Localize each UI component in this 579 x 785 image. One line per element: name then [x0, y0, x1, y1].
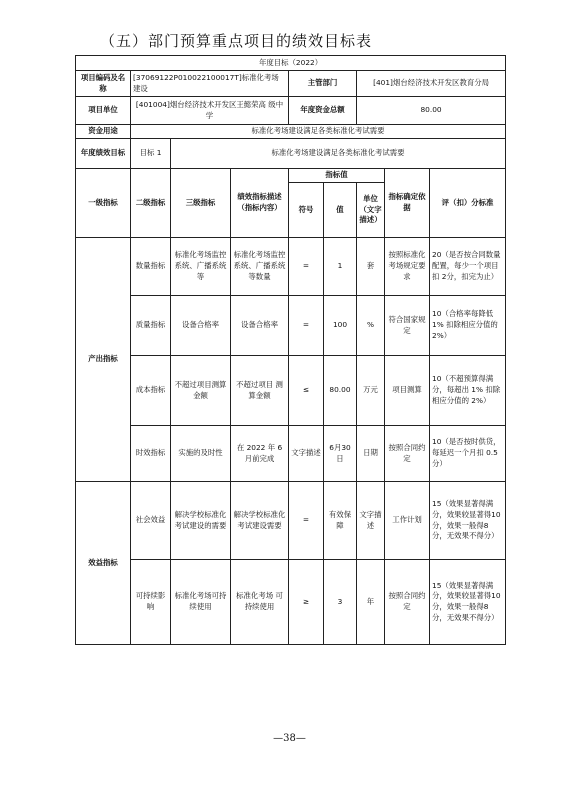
total-funds-value: 80.00	[357, 97, 506, 125]
target1-value: 标准化考场建设满足各类标准化考试需要	[171, 139, 506, 169]
value-cell: 3	[324, 560, 357, 645]
level3-cell: 实施的及时性	[171, 426, 231, 482]
desc-cell: 不超过项目 测算金额	[231, 356, 289, 426]
value-header: 值	[324, 183, 357, 238]
table-row	[76, 296, 506, 356]
performance-target-table	[75, 55, 506, 645]
level3-cell: 不超过项目测算金额	[171, 356, 231, 426]
criteria-cell: 10（不超预算得满分，每超出 1% 扣除相应分值的 2%）	[430, 356, 506, 426]
basis-header: 指标确定依据	[385, 169, 430, 238]
criteria-cell: 10（是否按时供货，每延迟一个月扣 0.5 分）	[430, 426, 506, 482]
table-row	[76, 426, 506, 482]
unit-value: [401004]烟台经济技术开发区王懿荣高 级中学	[131, 97, 289, 125]
value-cell: 100	[324, 296, 357, 356]
unit-header: 单位（文字描述）	[357, 183, 385, 238]
basis-cell: 符合国家规定	[385, 296, 430, 356]
desc-cell: 在 2022 年 6 月前完成	[231, 426, 289, 482]
annual-target-label: 年度绩效目标	[76, 139, 131, 169]
value-cell: 1	[324, 238, 357, 296]
level1-header: 一级指标	[76, 169, 131, 238]
unit-cell: 套	[357, 238, 385, 296]
level3-cell: 标准化考场监控系统、广播系统等	[171, 238, 231, 296]
criteria-cell: 15（效果显著得满分，效果较显著得10分，效果一般得8分，无效果不得分）	[430, 482, 506, 560]
unit-label: 项目单位	[76, 97, 131, 125]
criteria-cell: 10（合格率每降低 1% 扣除相应分值的 2%）	[430, 296, 506, 356]
page-title: （五）部门预算重点项目的绩效目标表	[100, 32, 373, 50]
symbol-header: 符号	[289, 183, 324, 238]
basis-cell: 按照标准化考场规定要求	[385, 238, 430, 296]
desc-cell: 标准化考场 可持续使用	[231, 560, 289, 645]
table-row	[76, 482, 506, 560]
level2-cell: 可持续影响	[131, 560, 171, 645]
level1-benefit: 效益指标	[76, 482, 131, 645]
desc-cell: 标准化考场监控系统、广播系统等数量	[231, 238, 289, 296]
unit-cell: 年	[357, 560, 385, 645]
table-row	[76, 238, 506, 296]
criteria-header: 评（扣）分标准	[430, 169, 506, 238]
dept-value: [401]烟台经济技术开发区教育分局	[357, 71, 506, 97]
project-code-label: 项目编码及名称	[76, 71, 131, 97]
level3-cell: 标准化考场可持续使用	[171, 560, 231, 645]
basis-cell: 按照合同约定	[385, 560, 430, 645]
desc-header: 绩效指标描述（指标内容）	[231, 169, 289, 238]
level2-cell: 质量指标	[131, 296, 171, 356]
criteria-cell: 20（是否按合同数量配置，每少一个项目扣 2分，扣完为止）	[430, 238, 506, 296]
basis-cell: 工作计划	[385, 482, 430, 560]
symbol-cell: ≤	[289, 356, 324, 426]
dept-label: 主管部门	[289, 71, 357, 97]
value-cell: 有效保障	[324, 482, 357, 560]
symbol-cell: 文字描述	[289, 426, 324, 482]
symbol-cell: =	[289, 238, 324, 296]
fund-use-value: 标准化考场建设满足各类标准化考试需要	[131, 125, 506, 139]
level2-header: 二级指标	[131, 169, 171, 238]
level1-output: 产出指标	[76, 238, 131, 482]
symbol-cell: =	[289, 482, 324, 560]
year-target-header: 年度目标（2022）	[76, 56, 506, 71]
level2-cell: 时效指标	[131, 426, 171, 482]
level2-cell: 社会效益	[131, 482, 171, 560]
level2-cell: 数量指标	[131, 238, 171, 296]
desc-cell: 解决学校标准化考试建设需要	[231, 482, 289, 560]
basis-cell: 按照合同约定	[385, 426, 430, 482]
level3-cell: 解决学校标准化考试建设的需要	[171, 482, 231, 560]
value-cell: 80.00	[324, 356, 357, 426]
target1-label: 目标 1	[131, 139, 171, 169]
table-row	[76, 560, 506, 645]
indicator-value-header: 指标值	[289, 169, 385, 183]
level3-cell: 设备合格率	[171, 296, 231, 356]
desc-cell: 设备合格率	[231, 296, 289, 356]
unit-cell: 文字描述	[357, 482, 385, 560]
unit-cell: %	[357, 296, 385, 356]
page-number: —38—	[273, 733, 306, 744]
fund-use-label: 资金用途	[76, 125, 131, 139]
symbol-cell: ≥	[289, 560, 324, 645]
total-funds-label: 年度资金总额	[289, 97, 357, 125]
level2-cell: 成本指标	[131, 356, 171, 426]
value-cell: 6月30日	[324, 426, 357, 482]
table-row	[76, 356, 506, 426]
basis-cell: 项目测算	[385, 356, 430, 426]
level3-header: 三级指标	[171, 169, 231, 238]
symbol-cell: =	[289, 296, 324, 356]
unit-cell: 日期	[357, 426, 385, 482]
criteria-cell: 15（效果显著得满分，效果较显著得10分，效果一般得8分，无效果不得分）	[430, 560, 506, 645]
project-code-value: [37069122P010022100017T]标准化考场 建设	[131, 71, 289, 97]
unit-cell: 万元	[357, 356, 385, 426]
